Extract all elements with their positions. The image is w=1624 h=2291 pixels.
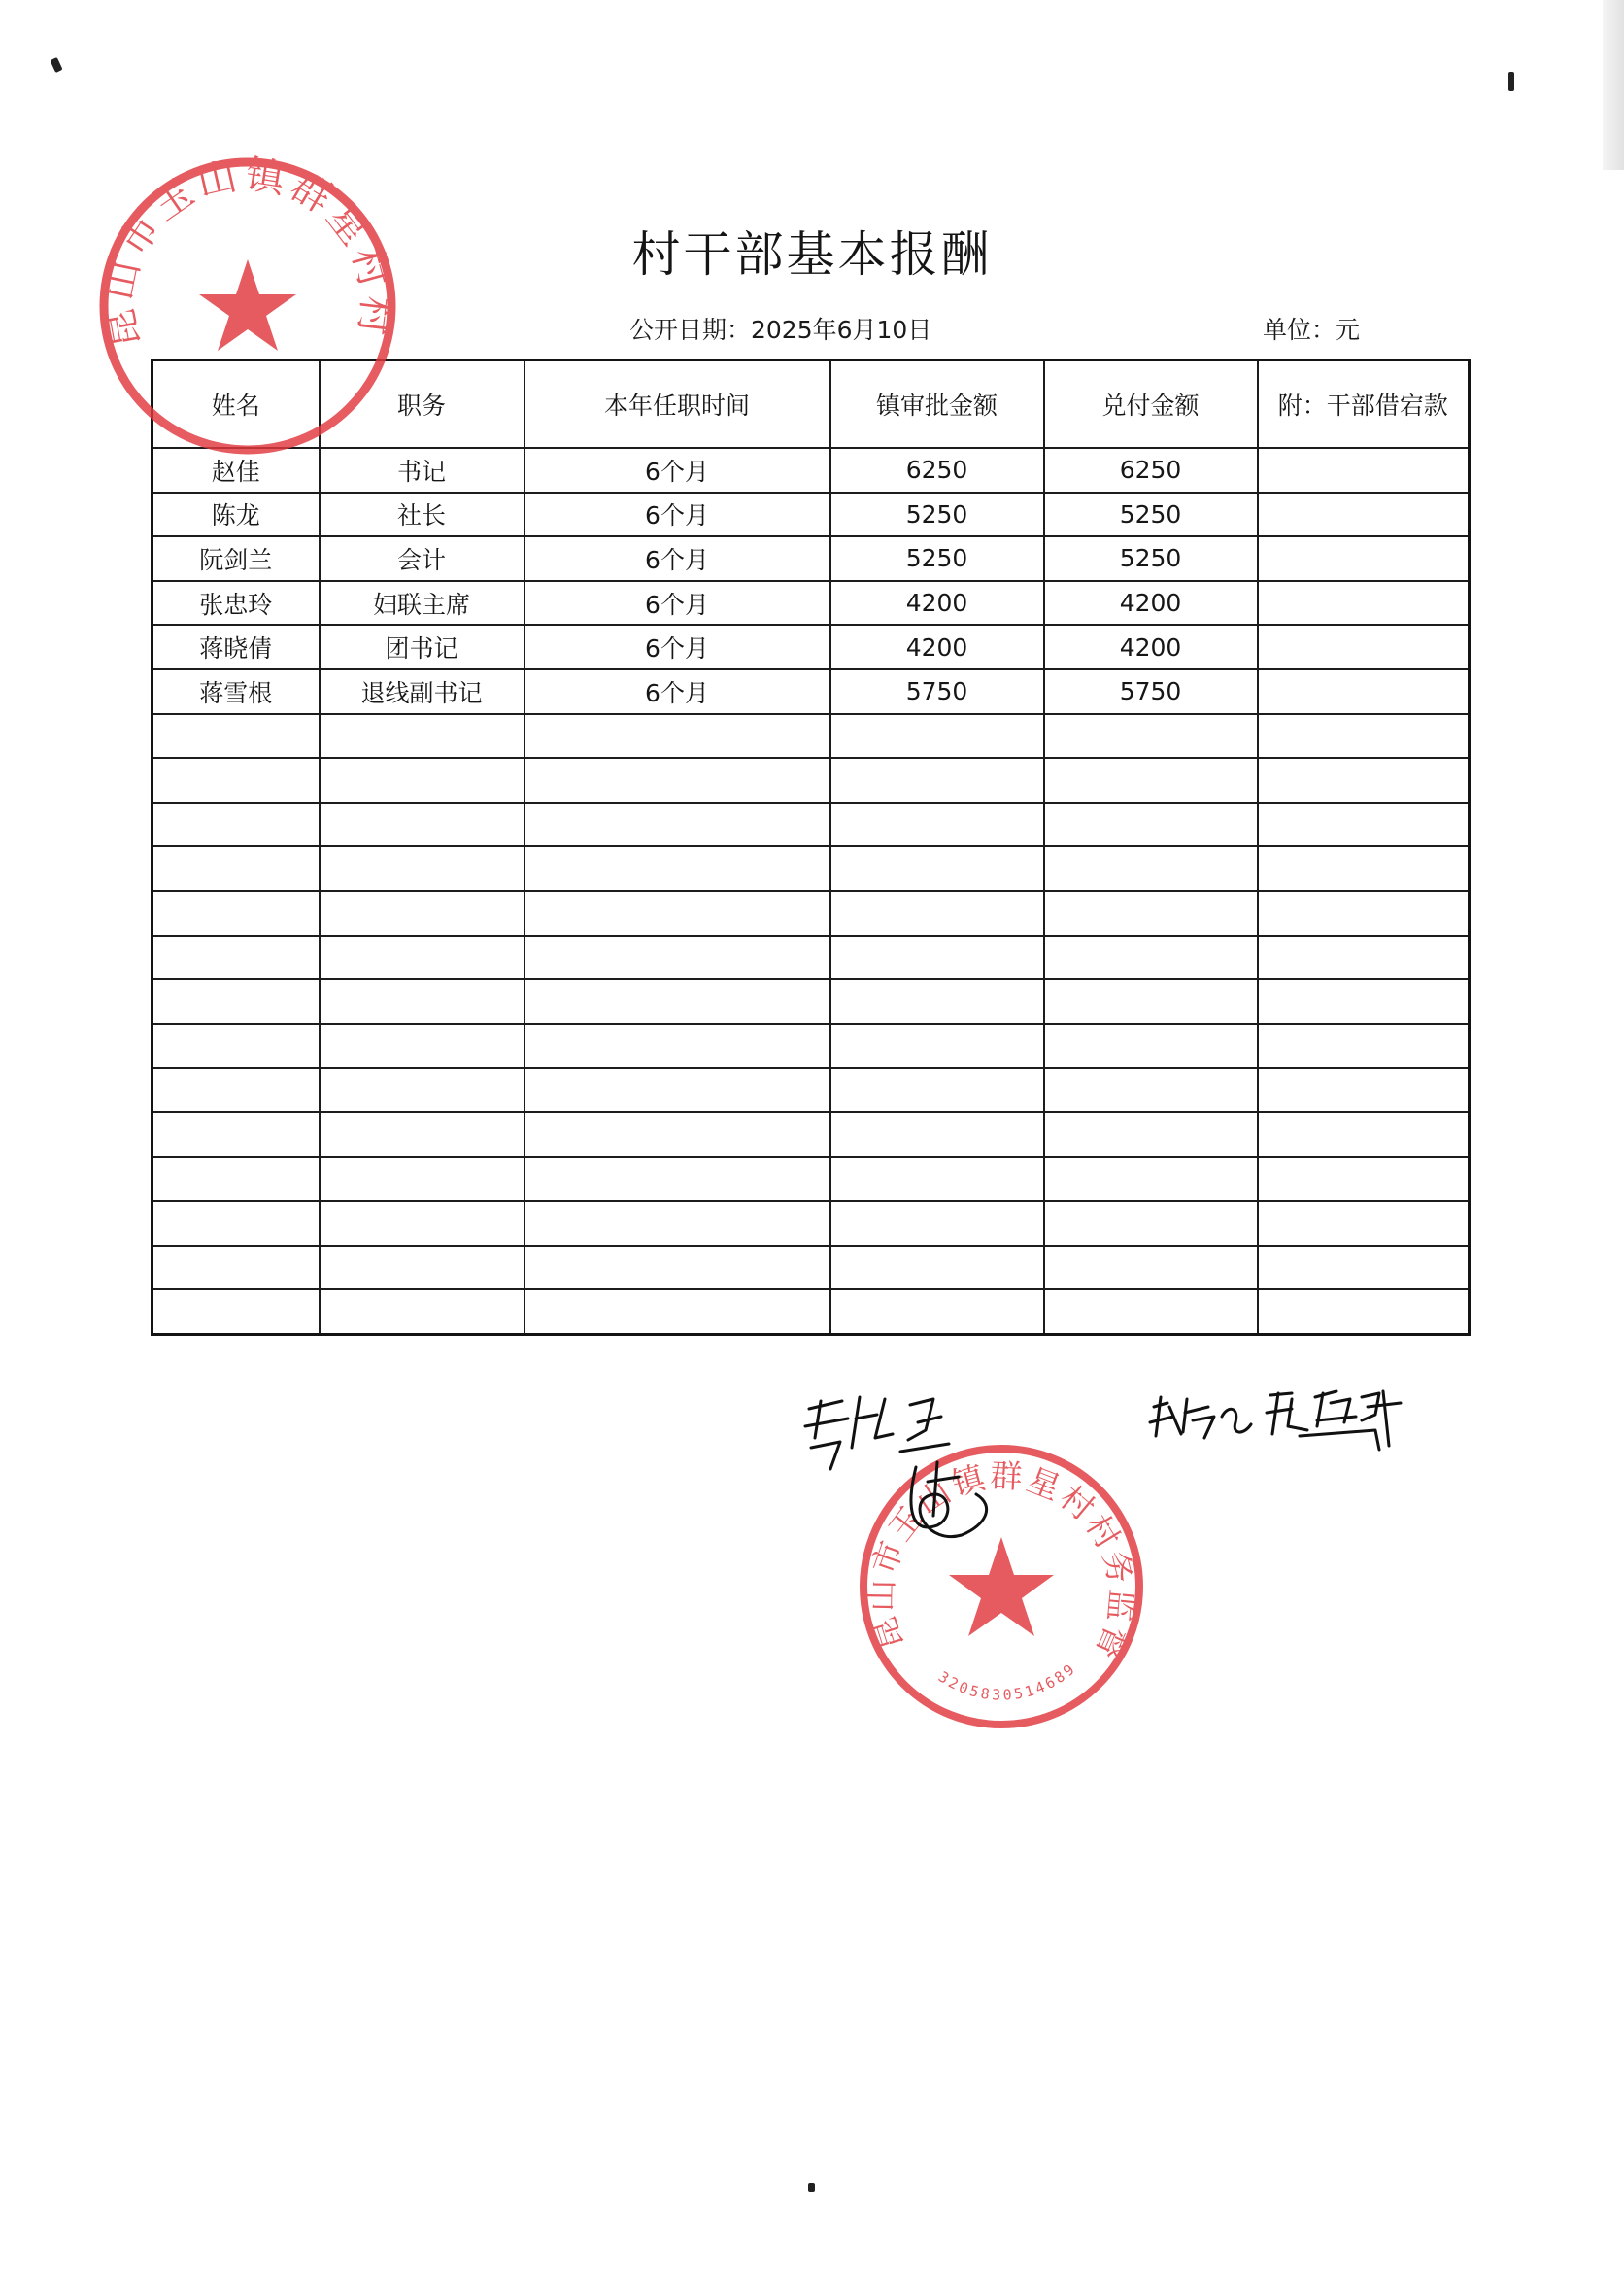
table-cell-blank [830, 1112, 1044, 1157]
table-cell-blank [1044, 1112, 1258, 1157]
table-cell-blank [320, 846, 524, 891]
cell-name: 蒋晓倩 [152, 625, 320, 669]
table-cell-blank [320, 1157, 524, 1202]
table-cell-blank [524, 846, 830, 891]
table-row-blank [152, 758, 1470, 803]
table-cell-blank [830, 846, 1044, 891]
table-cell-blank [152, 714, 320, 759]
cell-tenure: 6个月 [524, 448, 830, 493]
table-cell-blank [1044, 1201, 1258, 1246]
cell-tenure: 6个月 [524, 669, 830, 714]
table-cell-blank [320, 1024, 524, 1069]
cell-loan [1258, 493, 1470, 537]
scan-speck [50, 57, 62, 73]
cell-approved: 4200 [830, 581, 1044, 626]
remuneration-table [151, 359, 1471, 1336]
table-row [152, 669, 1470, 714]
cell-paid: 5250 [1044, 493, 1258, 537]
table-cell-blank [1044, 803, 1258, 847]
cell-loan [1258, 448, 1470, 493]
table-cell-blank [1258, 1112, 1470, 1157]
table-cell-blank [524, 1068, 830, 1112]
table-cell-blank [1044, 714, 1258, 759]
unit-label: 单位：元 [1263, 316, 1361, 344]
village-committee-seal [70, 116, 403, 462]
table-row-blank [152, 1157, 1470, 1202]
table-cell-blank [830, 936, 1044, 980]
table-row-blank [152, 979, 1470, 1024]
table-cell-blank [524, 1201, 830, 1246]
table-cell-blank [1258, 936, 1470, 980]
table-cell-blank [524, 758, 830, 803]
scan-speck [1508, 72, 1514, 91]
table-cell-blank [320, 891, 524, 936]
table-row [152, 625, 1470, 669]
table-cell-blank [152, 891, 320, 936]
table-cell-blank [830, 1024, 1044, 1069]
table-cell-blank [1258, 803, 1470, 847]
table-row-blank [152, 936, 1470, 980]
cell-approved: 4200 [830, 625, 1044, 669]
cell-loan [1258, 536, 1470, 581]
table-cell-blank [524, 936, 830, 980]
table-cell-blank [1258, 758, 1470, 803]
table-cell-blank [1258, 714, 1470, 759]
table-cell-blank [1258, 1068, 1470, 1112]
cell-loan [1258, 669, 1470, 714]
table-cell-blank [830, 714, 1044, 759]
signature-right [1146, 1378, 1408, 1475]
table-row-blank [152, 714, 1470, 759]
table-cell-blank [320, 714, 524, 759]
table-cell-blank [830, 803, 1044, 847]
scan-speck [808, 2183, 815, 2192]
header-position: 职务 [320, 360, 524, 449]
cell-loan [1258, 625, 1470, 669]
table-cell-blank [524, 1157, 830, 1202]
table-cell-blank [1044, 936, 1258, 980]
table-cell-blank [524, 979, 830, 1024]
cell-approved: 5250 [830, 493, 1044, 537]
table-row [152, 536, 1470, 581]
table-cell-blank [830, 891, 1044, 936]
cell-tenure: 6个月 [524, 625, 830, 669]
table-row [152, 493, 1470, 537]
table-cell-blank [524, 1024, 830, 1069]
table-cell-blank [1044, 979, 1258, 1024]
table-cell-blank [524, 1246, 830, 1290]
table-cell-blank [320, 1289, 524, 1334]
header-paid-amount: 兑付金额 [1044, 360, 1258, 449]
table-cell-blank [152, 1201, 320, 1246]
document-title: 村干部基本报酬 [631, 226, 993, 283]
cell-position: 社长 [320, 493, 524, 537]
cell-approved: 5250 [830, 536, 1044, 581]
table-cell-blank [152, 803, 320, 847]
seal-code: 3205830514689 [934, 1658, 1080, 1704]
table-cell-blank [1258, 979, 1470, 1024]
table-cell-blank [1258, 846, 1470, 891]
table-row-blank [152, 1289, 1470, 1334]
cell-name: 赵佳 [152, 448, 320, 493]
table-cell-blank [1258, 1201, 1470, 1246]
table-cell-blank [1258, 891, 1470, 936]
table-row-blank [152, 1024, 1470, 1069]
seal-text: 昆山市玉山镇群星村村民委员会 [70, 116, 399, 353]
table-cell-blank [320, 1068, 524, 1112]
table-row-blank [152, 1201, 1470, 1246]
table-cell-blank [320, 936, 524, 980]
table-row-blank [152, 803, 1470, 847]
table-cell-blank [320, 803, 524, 847]
header-cadre-loan: 附：干部借宕款 [1258, 360, 1470, 449]
cell-name: 张忠玲 [152, 581, 320, 626]
cell-paid: 4200 [1044, 625, 1258, 669]
header-name: 姓名 [152, 360, 320, 449]
cell-paid: 5750 [1044, 669, 1258, 714]
table-row-blank [152, 846, 1470, 891]
table-body [152, 448, 1470, 1334]
header-tenure: 本年任职时间 [524, 360, 830, 449]
table-cell-blank [1044, 1246, 1258, 1290]
table-cell-blank [524, 714, 830, 759]
table-cell-blank [1258, 1289, 1470, 1334]
star-icon [199, 259, 296, 351]
table-cell-blank [152, 758, 320, 803]
cell-tenure: 6个月 [524, 581, 830, 626]
table-row [152, 581, 1470, 626]
table-cell-blank [320, 1112, 524, 1157]
table-cell-blank [1044, 758, 1258, 803]
table-cell-blank [152, 1246, 320, 1290]
cell-tenure: 6个月 [524, 536, 830, 581]
cell-name: 陈龙 [152, 493, 320, 537]
table-cell-blank [830, 758, 1044, 803]
table-cell-blank [152, 1289, 320, 1334]
cell-tenure: 6个月 [524, 493, 830, 537]
table-cell-blank [524, 803, 830, 847]
table-cell-blank [830, 1246, 1044, 1290]
table-cell-blank [152, 1112, 320, 1157]
cell-position: 会计 [320, 536, 524, 581]
cell-paid: 5250 [1044, 536, 1258, 581]
table-cell-blank [830, 1157, 1044, 1202]
cell-name: 阮剑兰 [152, 536, 320, 581]
table-cell-blank [524, 891, 830, 936]
table-cell-blank [1044, 1157, 1258, 1202]
table-cell-blank [152, 979, 320, 1024]
table-cell-blank [1044, 1289, 1258, 1334]
cell-position: 书记 [320, 448, 524, 493]
scan-edge-shadow [1603, 0, 1624, 170]
cell-loan [1258, 581, 1470, 626]
cell-name: 蒋雪根 [152, 669, 320, 714]
table-cell-blank [1258, 1157, 1470, 1202]
cell-position: 团书记 [320, 625, 524, 669]
table-cell-blank [830, 1201, 1044, 1246]
svg-text:3205830514689 [935, 1658, 1080, 1703]
table-cell-blank [1044, 846, 1258, 891]
table-cell-blank [152, 846, 320, 891]
table-row-blank [152, 1112, 1470, 1157]
table-cell-blank [830, 1068, 1044, 1112]
table-row-blank [152, 1246, 1470, 1290]
table-cell-blank [320, 979, 524, 1024]
table-row-blank [152, 891, 1470, 936]
table-cell-blank [524, 1112, 830, 1157]
table-cell-blank [1044, 1068, 1258, 1112]
table-cell-blank [320, 758, 524, 803]
table-cell-blank [152, 1024, 320, 1069]
header-approved-amount: 镇审批金额 [830, 360, 1044, 449]
table-cell-blank [1258, 1024, 1470, 1069]
table-cell-blank [152, 1068, 320, 1112]
table-cell-blank [1258, 1246, 1470, 1290]
table-cell-blank [1044, 1024, 1258, 1069]
table-cell-blank [1044, 891, 1258, 936]
cell-paid: 4200 [1044, 581, 1258, 626]
cell-paid: 6250 [1044, 448, 1258, 493]
table-cell-blank [152, 936, 320, 980]
cell-approved: 6250 [830, 448, 1044, 493]
table-cell-blank [524, 1289, 830, 1334]
table-cell-blank [830, 979, 1044, 1024]
seal-text: 昆山市玉山镇群星村村务监督委员会 [833, 1406, 1142, 1668]
table-cell-blank [830, 1289, 1044, 1334]
cell-position: 妇联主席 [320, 581, 524, 626]
publish-date: 公开日期：2025年6月10日 [629, 316, 932, 344]
cell-position: 退线副书记 [320, 669, 524, 714]
table-row-blank [152, 1068, 1470, 1112]
table-cell-blank [320, 1246, 524, 1290]
signature-left [792, 1380, 1044, 1593]
table-cell-blank [152, 1157, 320, 1202]
table-cell-blank [320, 1201, 524, 1246]
cell-approved: 5750 [830, 669, 1044, 714]
